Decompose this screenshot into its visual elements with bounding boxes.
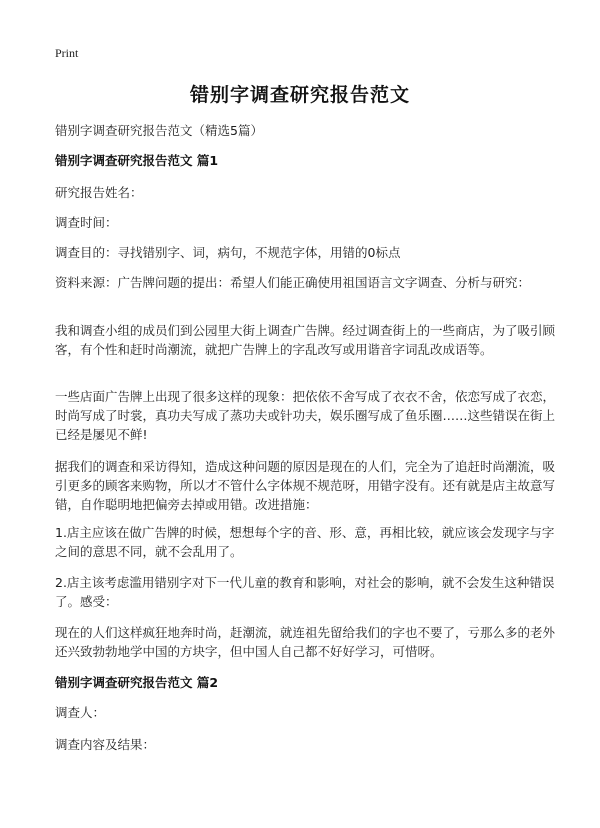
paragraph: 调查内容及结果： <box>55 737 156 752</box>
paragraph: 调查时间： <box>55 215 118 230</box>
paragraph: 现在的人们这样疯狂地奔时尚，赶潮流，就连祖先留给我们的字也不要了，亏那么多的老外还兴致勃勃地学中国的方块字，但中国人自己都不好好学习，可惜呀。 <box>55 625 556 659</box>
paragraph: 调查目的：寻找错别字、词，病句，不规范字体，用错的0标点 <box>55 245 401 260</box>
section-heading-2: 错别字调查研究报告范文 篇2 <box>55 675 219 690</box>
paragraph: 据我们的调查和采访得知，造成这种问题的原因是现在的人们，完全为了追赶时尚潮流，吸引更多的顾客来购物，所以才不管什么字体规不规范呀，用错字没有。还有就是店主故意写错，自作聪明地把偏旁去掉或用错。改进措施： <box>55 459 556 512</box>
section-heading-1: 错别字调查研究报告范文 篇1 <box>55 153 219 168</box>
paragraph: 2.店主该考虑滥用错别字对下一代儿童的教育和影响，对社会的影响，就不会发生这种错误了。感受： <box>55 575 555 609</box>
paragraph: 资料来源：广告牌问题的提出：希望人们能正确使用祖国语言文字调查、分析与研究： <box>55 275 531 290</box>
document-title: 错别字调查研究报告范文 <box>189 84 410 106</box>
paragraph: 研究报告姓名： <box>55 185 143 200</box>
paragraph: 我和调查小组的成员们到公园里大街上调查广告牌。经过调查街上的一些商店，为了吸引顾客，有个性和赶时尚潮流，就把广告牌上的字乱改写或用谐音字词乱改成语等。 <box>55 323 556 357</box>
paragraph: 1.店主应该在做广告牌的时候，想想每个字的音、形、意，再相比较，就应该会发现字与字之间的意思不同，就不会乱用了。 <box>55 525 555 559</box>
intro-line: 错别字调查研究报告范文（精选5篇） <box>55 123 263 138</box>
print-label: Print <box>55 46 79 60</box>
paragraph: 调查人： <box>55 705 106 720</box>
paragraph: 一些店面广告牌上出现了很多这样的现象：把依依不舍写成了衣衣不舍，依恋写成了衣恋，时尚写成了时裳，真功夫写成了蒸功夫或针功夫，娱乐圈写成了鱼乐圈……这些错误在街上已经是屡见不鲜! <box>55 389 556 442</box>
